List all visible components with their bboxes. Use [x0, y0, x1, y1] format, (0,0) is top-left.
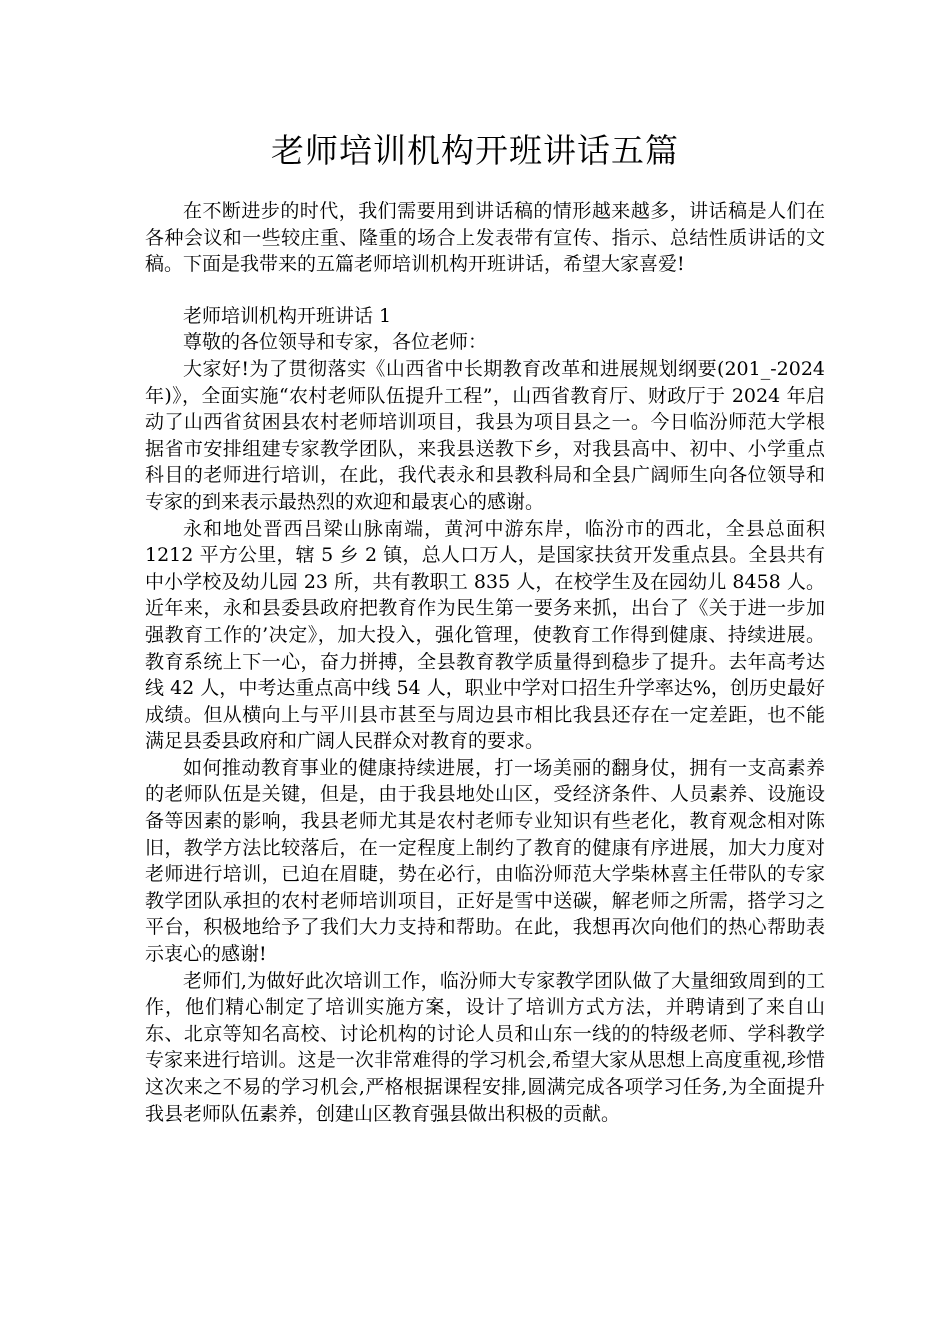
body-paragraph-2: 永和地处晋西吕梁山脉南端，黄河中游东岸，临汾市的西北，全县总面积 1212 平方公里，辖 5 乡 2 镇，总人口万人，是国家扶贫开发重点县。全县共有中小学校及幼儿园 23 所，共有教职工 835 人，在校学生及在园幼儿 8458 人。 近年来，永和县委县政府把教育作为民生第一要务来抓，出台了《关于进一步加强教育工作的’决定》，加大投入，强化管理，使教育工作得到健康、持续进展。教育系统上下一心，奋力拼搏，全县教育教学质量得到稳步了提升。去年高考达线 42 人，中考达重点高中线 54 人，职业中学对口招生升学率达%，创历史最好成绩。但从横向上与平川县市甚至与周边县市相比我县还存在一定差距，也不能满足县委县政府和广阔人民群众对教育的要求。 [145, 517, 825, 753]
document-title: 老师培训机构开班讲话五篇 [271, 131, 679, 170]
body-paragraph-3: 如何推动教育事业的健康持续进展，打一场美丽的翻身仗，拥有一支高素养的老师队伍是关键，但是，由于我县地处山区，受经济条件、人员素养、设施设备等因素的影响，我县老师尤其是农村老师专业知识有些老化，教育观念相对陈旧，教学方法比较落后，在一定程度上制约了教育的健康有序进展，加大力度对老师进行培训，已迫在眉睫，势在必行，由临汾师范大学柴林喜主任带队的专家教学团队承担的农村老师培训项目，正好是雪中送碳，解老师之所需，搭学习之平台，积极地给予了我们大力支持和帮助。在此，我想再次向他们的热心帮助表示衷心的感谢! [145, 756, 825, 966]
body-paragraph-1: 大家好!为了贯彻落实《山西省中长期教育改革和进展规划纲要(201_-2024 年)》，全面实施“农村老师队伍提升工程”，山西省教育厅、财政厅于 2024 年启动了山西省贫困县农村老师培训项目，我县为项目县之一。今日临汾师范大学根据省市安排组建专家教学团队，来我县送教下乡，对我县高中、初中、小学重点科目的老师进行培训，在此，我代表永和县教科局和全县广阔师生向各位领导和专家的到来表示最热烈的欢迎和最衷心的感谢。 [145, 357, 825, 513]
body-paragraph-4: 老师们,为做好此次培训工作，临汾师大专家教学团队做了大量细致周到的工作，他们精心制定了培训实施方案，设计了培训方式方法，并聘请到了来自山东、北京等知名高校、讨论机构的讨论人员和山东一线的的特级老师、学科教学专家来进行培训。这是一次非常难得的学习机会,希望大家从思想上高度重视,珍惜这次来之不易的学习机会,严格根据课程安排,圆满完成各项学习任务,为全面提升我县老师队伍素养，创建山区教育强县做出积极的贡献。 [145, 969, 825, 1125]
intro-paragraph: 在不断进步的时代，我们需要用到讲话稿的情形越来越多，讲话稿是人们在各种会议和一些较庄重、隆重的场合上发表带有宣传、指示、总结性质讲话的文稿。下面是我带来的五篇老师培训机构开班讲话，希望大家喜爱! [145, 200, 825, 276]
salutation: 尊敬的各位领导和专家，各位老师： [183, 331, 488, 354]
section-gap [145, 278, 825, 303]
document-body [145, 198, 825, 1127]
section-heading: 老师培训机构开班讲话 1 [183, 304, 392, 327]
